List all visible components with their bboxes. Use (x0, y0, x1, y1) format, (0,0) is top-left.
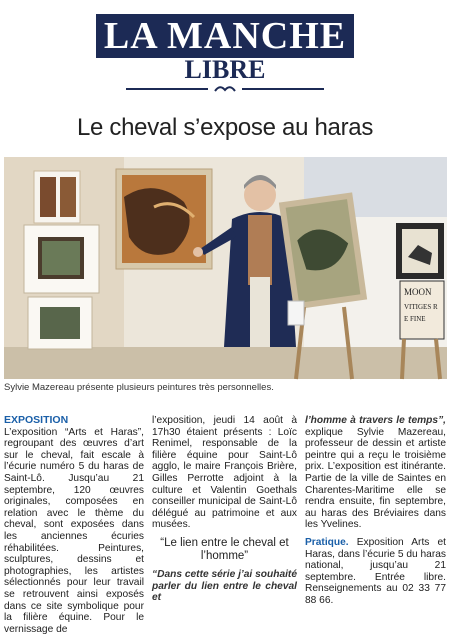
article-paragraph-1: L’exposition “Arts et Haras”, regroupant des œuvres d’art sur le cheval, fait escale à l’écurie numéro 5 du haras de Saint-Lô. Jusqu’au 21 septembre, 120 œuvres originales, composées en relation avec le thème du cheval, sont exposées dans les anciennes écuries réhabilitées. Peintures, sculptures, dessins et photographies, les artistes sélectionnés pour leur travail se retrouvent ainsi exposés dans ce site symbolique pour la filière équine. Pour le vernissage de (4, 426, 144, 635)
photo-caption: Sylvie Mazereau présente plusieurs peintures très personnelles. (4, 382, 274, 393)
article-paragraph-3: explique Sylvie Mazereau, professeur de dessin et artiste peintre qui a reçu le troisième prix. L’exposition est itinérante. Partie de la ville de Saintes en Charentes-Maritime elle se rendra ensuite, fin septembre, au haras des Bréviaires dans les Yvelines. (305, 426, 446, 531)
masthead-rule-left (126, 88, 208, 90)
masthead-subtitle: LIBRE (184, 55, 266, 84)
article-photo (4, 157, 447, 379)
masthead-title: LA MANCHE (103, 15, 347, 57)
article-column-1 (4, 415, 144, 635)
article-kicker: EXPOSITION (4, 414, 69, 426)
sign-text-2: VITIGES R (404, 303, 438, 311)
masthead (96, 14, 354, 94)
article-column-2 (152, 415, 297, 604)
sign-text-1: MOON (404, 287, 432, 297)
headline: Le cheval s’expose au haras (76, 114, 374, 141)
practical-text: Exposition Arts et Haras, dans l’écurie 5 du haras national, jusqu’au 21 septembre. Entrée libre. Renseignements au 02 33 77 88 66. (305, 536, 447, 606)
article-subheading: “Le lien entre le cheval et l’homme” (160, 536, 289, 562)
article-quote-end: l’homme à travers le temps”, (305, 415, 446, 426)
article-quote-start: “Dans cette série j’ai souhaité parler du lien entre le cheval et (152, 568, 297, 604)
sign-text-3: E FINE (404, 315, 426, 323)
article-paragraph-2: l’exposition, jeudi 14 août à 17h30 étaient présents : Loïc Renimel, responsable de la filière équine pour Saint-Lô agglo, le maire François Brière, Gilles Perrotte adjoint à la culture et Valentin Goethals conseiller municipal de Saint-Lô délégué au patrimoine et aux musées. (152, 415, 297, 531)
masthead-rule-right (242, 88, 324, 90)
practical-label: Pratique. (305, 536, 349, 548)
article-column-3 (305, 415, 446, 607)
seagull-logo-icon (214, 82, 236, 96)
